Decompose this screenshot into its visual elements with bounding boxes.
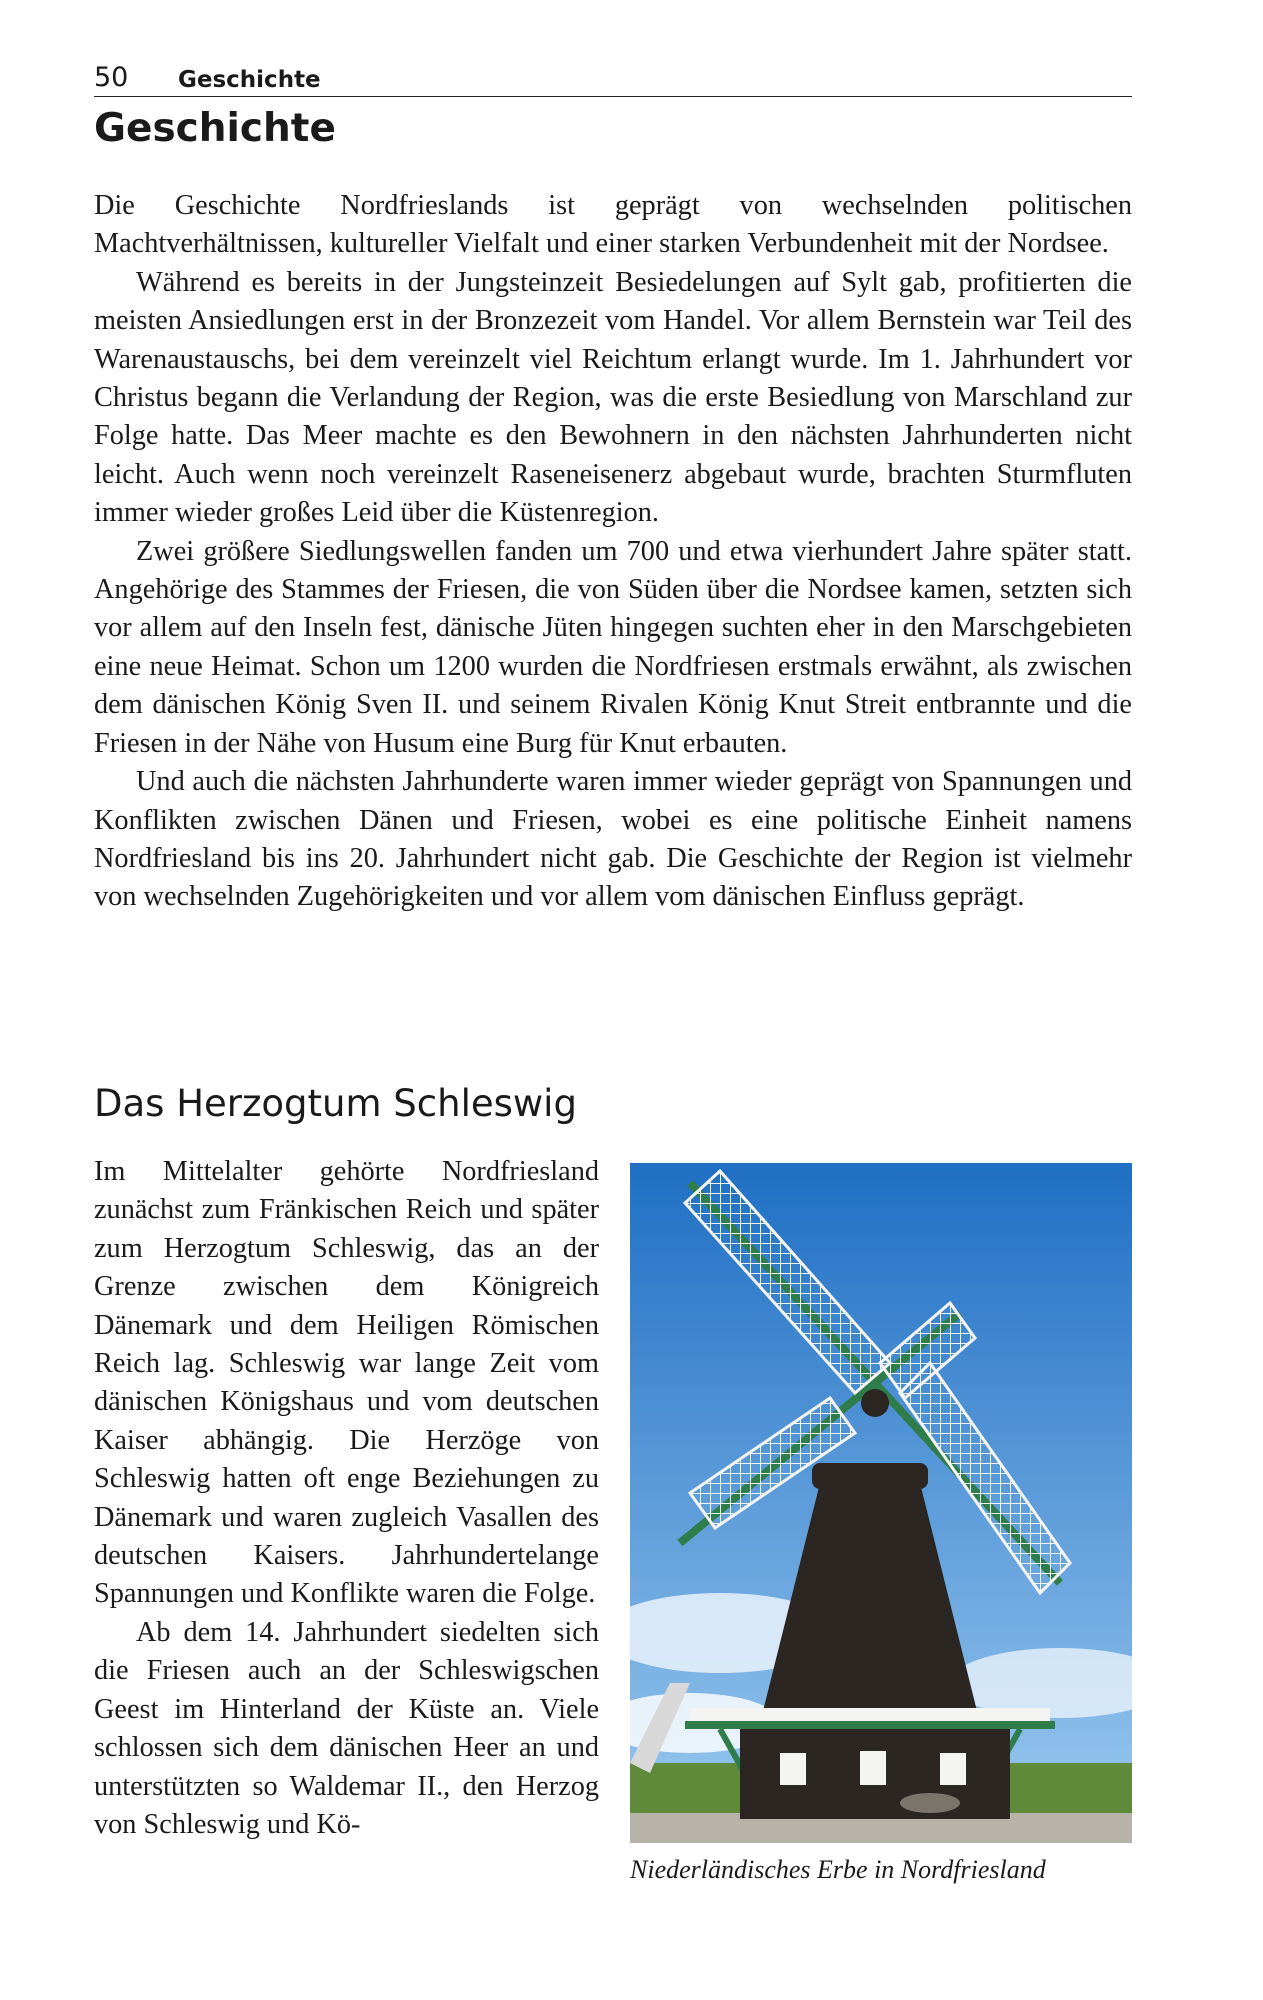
paragraph: Im Mittelalter gehörte Nordfriesland zunächst zum Fränkischen Reich und später zum Herzogtum Schleswig, das an der Grenze zwischen dem Königreich Dänemark und dem Heiligen Römischen Reich lag. Schleswig war lange Zeit vom dänischen Königshaus und vom deutschen Kaiser abhängig. Die Herzöge von Schleswig hatten oft enge Beziehungen zu Dänemark und waren zugleich Vasallen des deutschen Kaisers. Jahrhundertelange Spannungen und Konflikte waren die Folge. <box>94 1156 599 1610</box>
figure-caption: Niederländisches Erbe in Nordfriesland <box>630 1855 1046 1884</box>
gallery-deck <box>685 1721 1055 1729</box>
page-number: 50 <box>94 62 129 93</box>
millstone <box>900 1793 960 1813</box>
chapter-title: Geschichte <box>94 106 336 151</box>
paragraph: Die Geschichte Nordfrieslands ist geprägt von wechselnden politischen Machtverhältnissen, kultureller Vielfalt und einer starken Verbundenheit mit der Nordsee. <box>94 190 1132 260</box>
gallery-rail <box>690 1708 1050 1722</box>
section-body <box>94 1153 599 1844</box>
windmill-photo <box>630 1163 1132 1843</box>
paragraph: Ab dem 14. Jahrhundert siedelten sich die Friesen auch an der Schleswigschen Geest im Hinterland der Küste an. Viele schlossen sich dem dänischen Heer an und unterstützten so Waldemar II., den Herzog von Schleswig und Kö- <box>94 1616 599 1840</box>
hub <box>861 1389 889 1417</box>
paragraph: Während es bereits in der Jungsteinzeit Besiedelungen auf Sylt gab, profitierten die meisten Ansiedlungen erst in der Bronzezeit vom Handel. Vor allem Bernstein war Teil des Warenaustauschs, bei dem vereinzelt viel Reichtum erlangt wurde. Im 1. Jahrhundert vor Christus begann die Verlandung der Region, was die erste Besiedlung von Marschland zur Folge hatte. Das Meer machte es den Bewohnern in den nächsten Jahrhunderten nicht leicht. Auch wenn noch vereinzelt Raseneisenerz abgebaut wurde, brachten Sturmfluten immer wieder großes Leid über die Küstenregion. <box>94 266 1132 529</box>
window <box>940 1753 966 1785</box>
paragraph: Und auch die nächsten Jahrhunderte waren immer wieder geprägt von Spannungen und Konflikten zwischen Dänen und Friesen, wobei es eine politische Einheit namens Nordfriesland bis ins 20. Jahrhundert nicht gab. Die Geschichte der Region ist vielmehr von wechselnden Zugehörigkeiten und vor allem vom dänischen Einfluss geprägt. <box>94 766 1132 913</box>
cap <box>812 1463 928 1489</box>
chapter-body <box>94 187 1132 917</box>
window <box>780 1753 806 1785</box>
section-title: Das Herzogtum Schleswig <box>94 1082 577 1125</box>
running-title: Geschichte <box>178 67 321 93</box>
window <box>860 1751 886 1785</box>
running-header <box>94 60 1132 97</box>
paragraph: Zwei größere Siedlungswellen fanden um 700 und etwa vierhundert Jahre später statt. Angehörige des Stammes der Friesen, die von Süden über die Nordsee kamen, setzten sich vor allem auf den Inseln fest, dänische Jüten hingegen suchten eher in den Marschgebieten eine neue Heimat. Schon um 1200 wurden die Nordfriesen erstmals erwähnt, als zwischen dem dänischen König Sven II. und seinem Rivalen König Knut Streit entbrannte und die Friesen in der Nähe von Husum eine Burg für Knut erbauten. <box>94 535 1132 759</box>
